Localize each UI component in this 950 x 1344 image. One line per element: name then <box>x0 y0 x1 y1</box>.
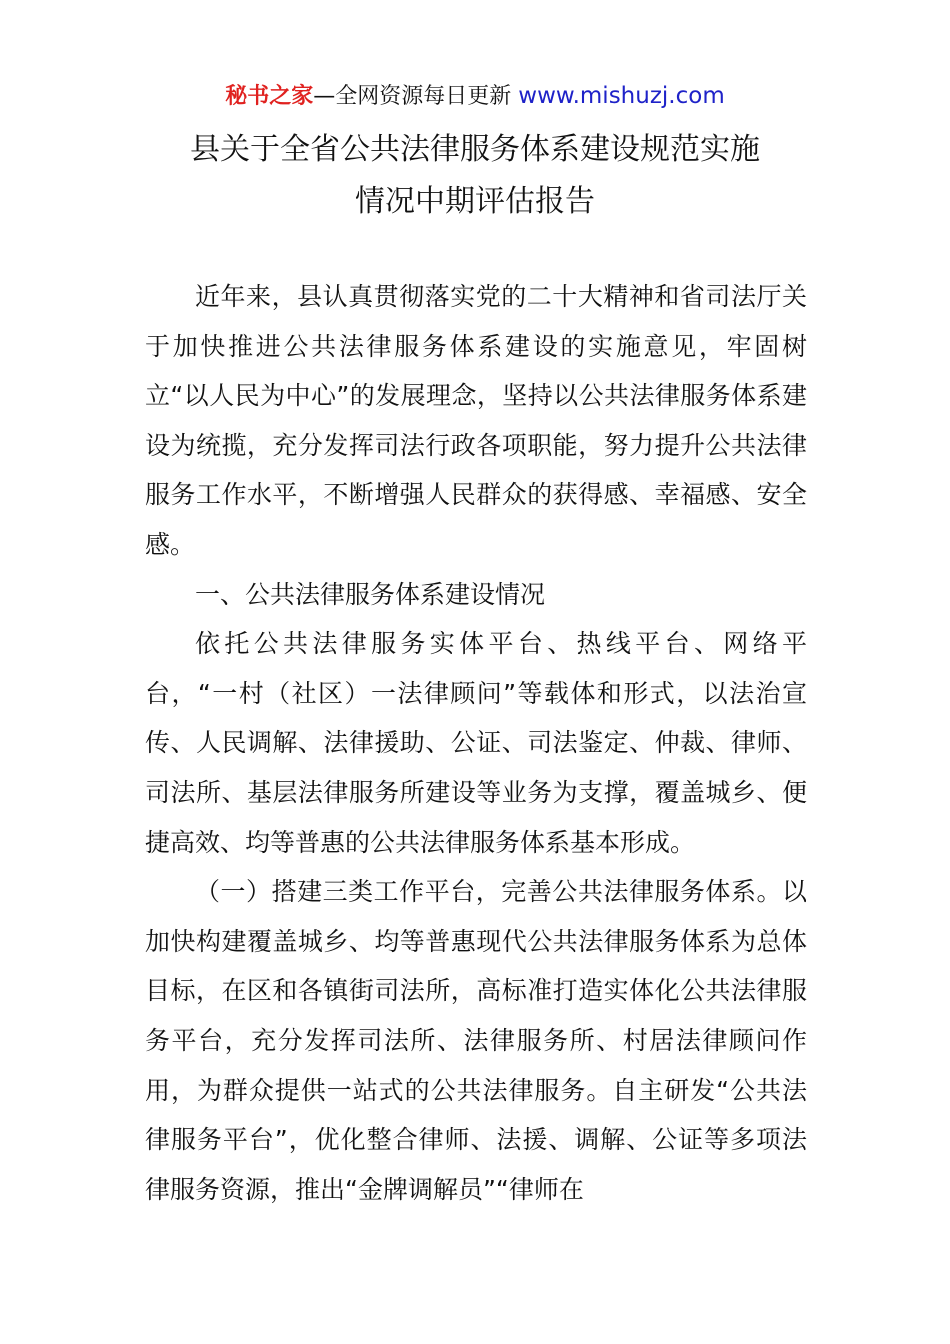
document-title <box>0 124 950 228</box>
title-line-2: 情况中期评估报告 <box>355 184 595 219</box>
brand-name: 秘书之家 <box>225 84 314 109</box>
header-tagline: —全网资源每日更新 <box>313 84 519 109</box>
section-heading-1: 一、公共法律服务体系建设情况 <box>195 579 546 609</box>
title-line-1: 县关于全省公共法律服务体系建设规范实施 <box>190 132 760 167</box>
paragraph-subsection-1: （一）搭建三类工作平台，完善公共法律服务体系。以加快构建覆盖城乡、均等普惠现代公共法律服务体系为总体目标，在区和各镇街司法所，高标准打造实体化公共法律服务平台，充分发挥司法所、法律服务所、村居法律顾问作用，为群众提供一站式的公共法律服务。自主研发“公共法律服务平台”，优化整合律师、法援、调解、公证等多项法律服务资源，推出“金牌调解员”“律师在 <box>145 877 807 1204</box>
site-url-link[interactable]: www.mishuzj.com <box>518 83 725 109</box>
document-body <box>145 272 807 1214</box>
site-header <box>0 80 950 113</box>
paragraph-intro: 近年来，县认真贯彻落实党的二十大精神和省司法厅关于加快推进公共法律服务体系建设的实施意见，牢固树立“以人民为中心”的发展理念，坚持以公共法律服务体系建设为统揽，充分发挥司法行政各项职能，努力提升公共法律服务工作水平，不断增强人民群众的获得感、幸福感、安全感。 <box>145 282 807 559</box>
paragraph-overview: 依托公共法律服务实体平台、热线平台、网络平台，“一村（社区）一法律顾问”等载体和形式，以法治宣传、人民调解、法律援助、公证、司法鉴定、仲裁、律师、司法所、基层法律服务所建设等业务为支撑，覆盖城乡、便捷高效、均等普惠的公共法律服务体系基本形成。 <box>145 629 807 857</box>
